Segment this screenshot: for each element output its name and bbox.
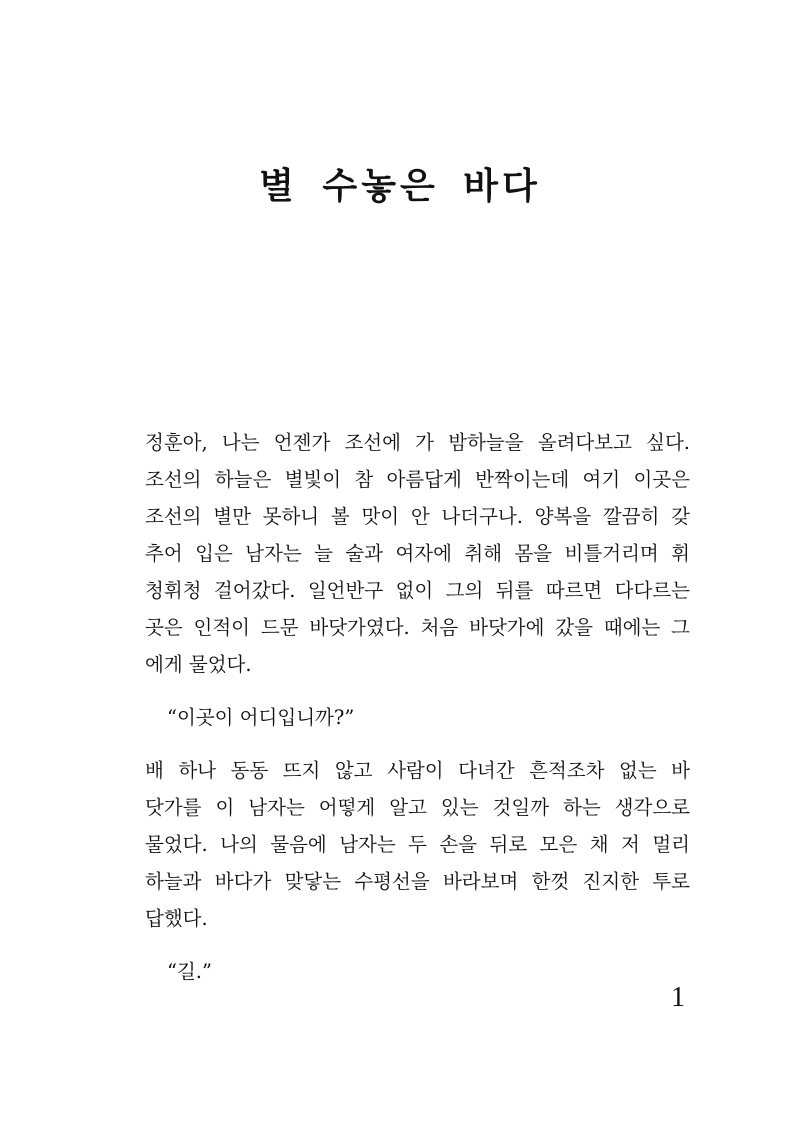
text-line: 정훈아, 나는 언젠가 조선에 가 밤하늘을 올려다보고 싶다.: [145, 431, 690, 454]
text-line: 답했다.: [145, 907, 208, 930]
story-body: [145, 424, 690, 990]
paragraph-1: [145, 424, 690, 683]
text-line: 조선의 하늘은 별빛이 참 아름답게 반짝이는데 여기 이곳은: [145, 468, 690, 491]
text-line: 물었다. 나의 물음에 남자는 두 손을 뒤로 모은 채 저 멀리: [145, 833, 690, 856]
text-line: 배 하나 동동 뜨지 않고 사람이 다녀간 흔적조차 없는 바: [145, 759, 690, 782]
text-line: 곳은 인적이 드문 바닷가였다. 처음 바닷가에 갔을 때에는 그: [145, 616, 690, 639]
page-title: 별 수놓은 바다: [259, 165, 541, 207]
text-line: 조선의 별만 못하니 볼 맛이 안 나더구나. 양복을 깔끔히 갖: [145, 505, 690, 528]
text-line: 청휘청 걸어갔다. 일언반구 없이 그의 뒤를 따르면 다다르는: [145, 579, 690, 602]
dialogue-quote: “이곳이 어디입니까?”: [167, 706, 355, 729]
page-number: 1: [671, 982, 685, 1013]
text-line: 닷가를 이 남자는 어떻게 알고 있는 것일까 하는 생각으로: [145, 796, 690, 819]
text-line: 하늘과 바다가 맞닿는 수평선을 바라보며 한껏 진지한 투로: [145, 870, 690, 893]
paragraph-2: [145, 752, 690, 937]
text-line: 에게 물었다.: [145, 653, 252, 676]
dialogue-quote: “길.”: [167, 960, 212, 983]
text-line: 추어 입은 남자는 늘 술과 여자에 취해 몸을 비틀거리며 휘: [145, 542, 690, 565]
